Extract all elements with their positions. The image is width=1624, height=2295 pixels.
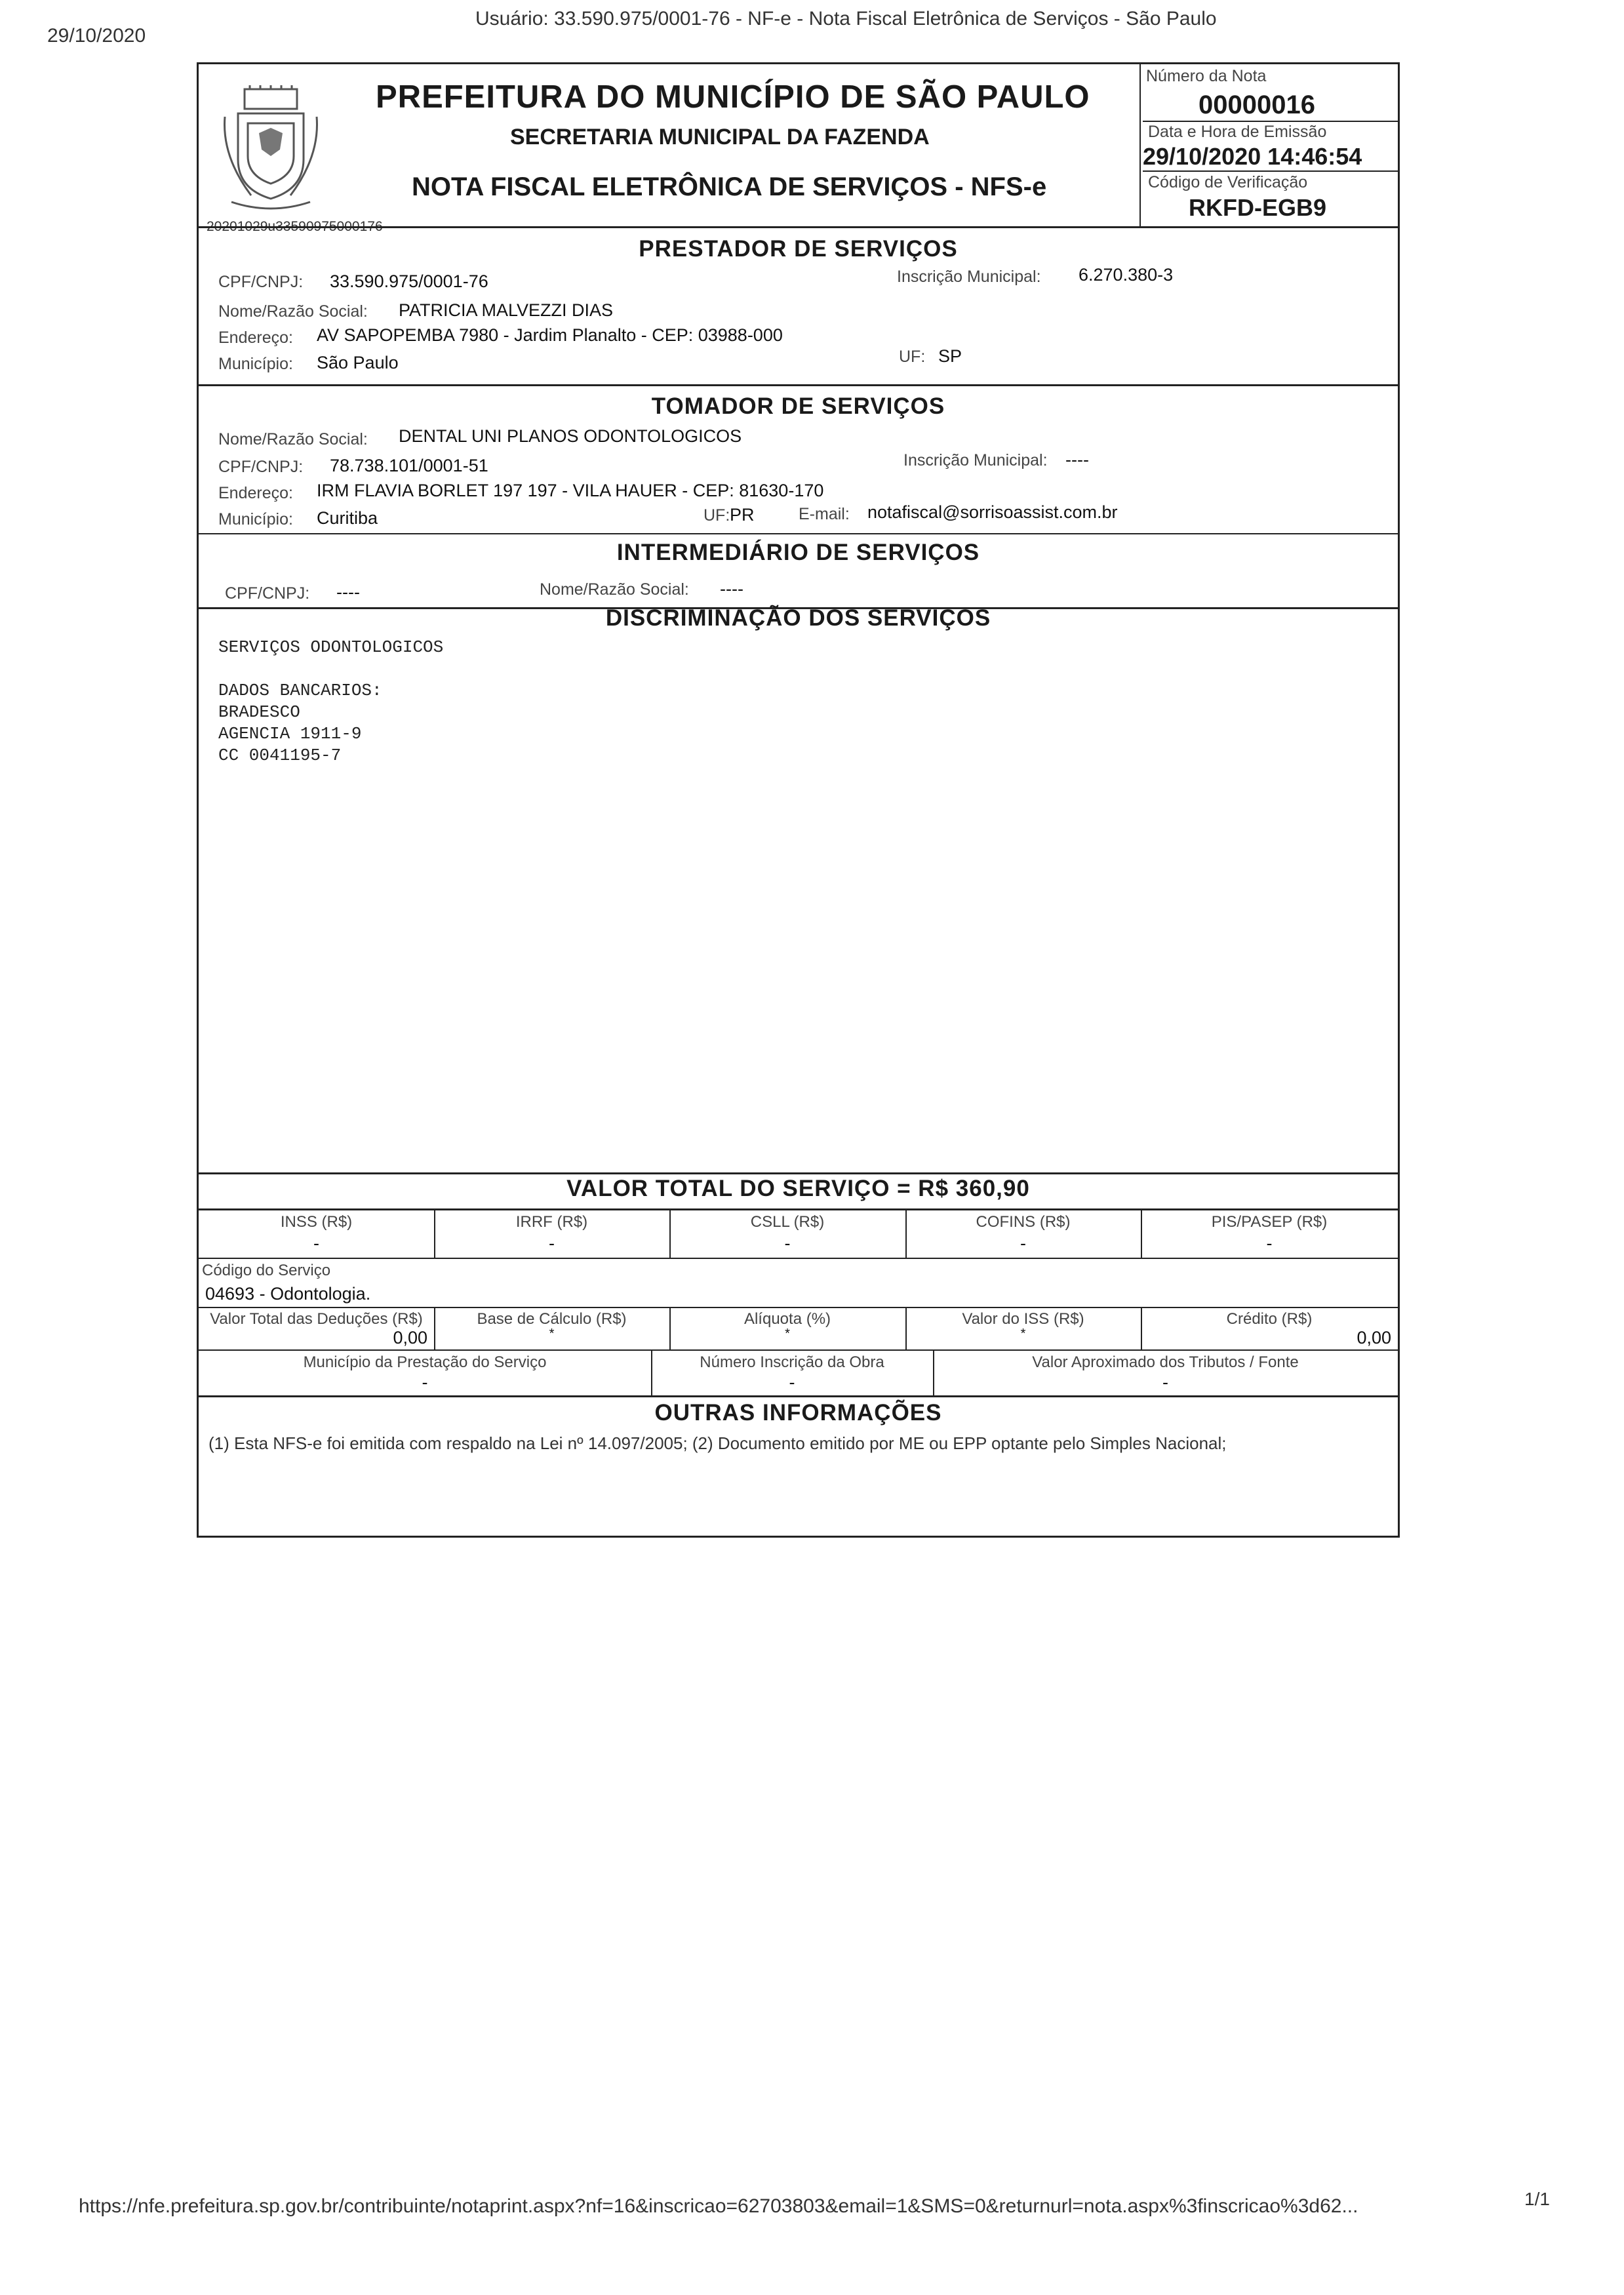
prestador-municipio-label: Município: [218,355,293,373]
discriminacao-line: AGENCIA 1911-9 [218,724,362,744]
tomador-cpf-value: 78.738.101/0001-51 [330,456,488,475]
discriminacao-title: DISCRIMINAÇÃO DOS SERVIÇOS [605,605,991,631]
prestador-nome-value: PATRICIA MALVEZZI DIAS [399,300,614,320]
inscricao-obra-label: Número Inscrição da Obra [700,1353,884,1371]
print-date: 29/10/2020 [47,25,146,47]
codigo-servico-value: 04693 - Odontologia. [205,1284,371,1304]
intermediario-title: INTERMEDIÁRIO DE SERVIÇOS [616,540,980,565]
intermediario-nome-value: ---- [720,579,743,599]
tomador-municipio-label: Município: [218,510,293,529]
data-emissao-label: Data e Hora de Emissão [1148,123,1327,141]
pis-label: PIS/PASEP (R$) [1211,1213,1328,1231]
outras-informacoes-title: OUTRAS INFORMAÇÕES [654,1400,942,1426]
numero-nota-value: 00000016 [1198,90,1315,119]
tomador-email-label: E-mail: [799,505,850,523]
discriminacao-line: CC 0041195-7 [218,746,342,765]
codigo-verificacao-value: RKFD-EGB9 [1189,194,1327,221]
base-calculo-label: Base de Cálculo (R$) [477,1310,627,1328]
tomador-im-label: Inscrição Municipal: [903,451,1048,469]
nota-title: NOTA FISCAL ELETRÔNICA DE SERVIÇOS - NFS-e [412,172,1047,201]
data-emissao-value: 29/10/2020 14:46:54 [1143,143,1362,170]
outras-informacoes-text: (1) Esta NFS-e foi emitida com respaldo na Lei nº 14.097/2005; (2) Documento emitido por ME ou EPP optante pelo Simples Nacional; [208,1433,1227,1453]
prefeitura-title: PREFEITURA DO MUNICÍPIO DE SÃO PAULO [376,79,1090,115]
base-calculo-value: * [549,1327,555,1341]
prestador-cpf-value: 33.590.975/0001-76 [330,271,488,291]
tomador-uf-label: UF: [703,506,730,525]
print-footer-url: https://nfe.prefeitura.sp.gov.br/contribuinte/notaprint.aspx?nf=16&inscricao=62703803&email=1&SMS=0&returnurl=nota.aspx%3finscricao%3d62... [79,2195,1358,2217]
deducoes-value: 0,00 [393,1328,427,1347]
tomador-nome-value: DENTAL UNI PLANOS ODONTOLOGICOS [399,426,742,446]
prestador-nome-label: Nome/Razão Social: [218,302,368,321]
tomador-cpf-label: CPF/CNPJ: [218,458,304,476]
credito-label: Crédito (R$) [1226,1310,1313,1328]
municipio-prestacao-value: - [422,1372,428,1392]
inss-label: INSS (R$) [280,1213,353,1231]
irrf-value: - [549,1233,555,1253]
inss-value: - [313,1233,319,1253]
valor-total-title: VALOR TOTAL DO SERVIÇO = R$ 360,90 [566,1176,1030,1201]
cofins-label: COFINS (R$) [976,1213,1071,1231]
discriminacao-line: BRADESCO [218,702,300,722]
csll-value: - [784,1233,791,1253]
prestador-title: PRESTADOR DE SERVIÇOS [639,236,958,262]
prestador-im-label: Inscrição Municipal: [897,268,1041,286]
tomador-municipio-value: Curitiba [317,508,378,528]
nfse-document [197,62,1400,1538]
codigo-verificacao-label: Código de Verificação [1148,173,1308,191]
inscricao-obra-value: - [789,1372,795,1392]
credito-value: 0,00 [1357,1328,1391,1347]
prestador-municipio-value: São Paulo [317,353,399,372]
tomador-nome-label: Nome/Razão Social: [218,430,368,449]
discriminacao-line: SERVIÇOS ODONTOLOGICOS [218,637,444,657]
intermediario-cpf-value: ---- [336,582,360,602]
print-footer-page: 1/1 [1524,2189,1550,2209]
intermediario-cpf-label: CPF/CNPJ: [225,584,310,603]
tomador-im-value: ---- [1065,450,1089,469]
sao-paulo-coat-of-arms-icon [218,84,323,212]
tomador-title: TOMADOR DE SERVIÇOS [651,393,945,419]
prestador-cpf-label: CPF/CNPJ: [218,273,304,291]
valor-iss-value: * [1020,1327,1026,1341]
cofins-value: - [1020,1233,1026,1253]
codigo-servico-label: Código do Serviço [202,1262,331,1279]
tomador-endereco-label: Endereço: [218,484,293,502]
deducoes-label: Valor Total das Deduções (R$) [210,1310,423,1328]
prestador-uf-label: UF: [899,348,926,366]
prestador-im-value: 6.270.380-3 [1079,265,1174,285]
csll-label: CSLL (R$) [750,1213,825,1231]
prestador-endereco-label: Endereço: [218,329,293,347]
tomador-email-value: notafiscal@sorrisoassist.com.br [867,502,1118,522]
prestador-uf-value: SP [938,346,962,366]
municipio-prestacao-label: Município da Prestação do Serviço [303,1353,547,1371]
valor-iss-label: Valor do ISS (R$) [962,1310,1084,1328]
aliquota-label: Alíquota (%) [743,1310,831,1328]
secretaria-title: SECRETARIA MUNICIPAL DA FAZENDA [510,125,930,150]
tributos-aprox-value: - [1162,1372,1168,1392]
pis-value: - [1266,1233,1273,1253]
tomador-uf-value: PR [730,505,755,525]
barcode-text: 20201029u33590975000176 [207,219,383,234]
discriminacao-line: DADOS BANCARIOS: [218,681,382,700]
aliquota-value: * [785,1327,790,1341]
prestador-endereco-value: AV SAPOPEMBA 7980 - Jardim Planalto - CEP: 03988-000 [317,325,783,345]
print-title: Usuário: 33.590.975/0001-76 - NF-e - Nota Fiscal Eletrônica de Serviços - São Paulo [475,8,1217,30]
intermediario-nome-label: Nome/Razão Social: [540,580,689,599]
tributos-aprox-label: Valor Aproximado dos Tributos / Fonte [1032,1353,1299,1371]
irrf-label: IRRF (R$) [515,1213,588,1231]
numero-nota-label: Número da Nota [1146,67,1267,85]
tomador-endereco-value: IRM FLAVIA BORLET 197 197 - VILA HAUER - CEP: 81630-170 [317,481,824,500]
